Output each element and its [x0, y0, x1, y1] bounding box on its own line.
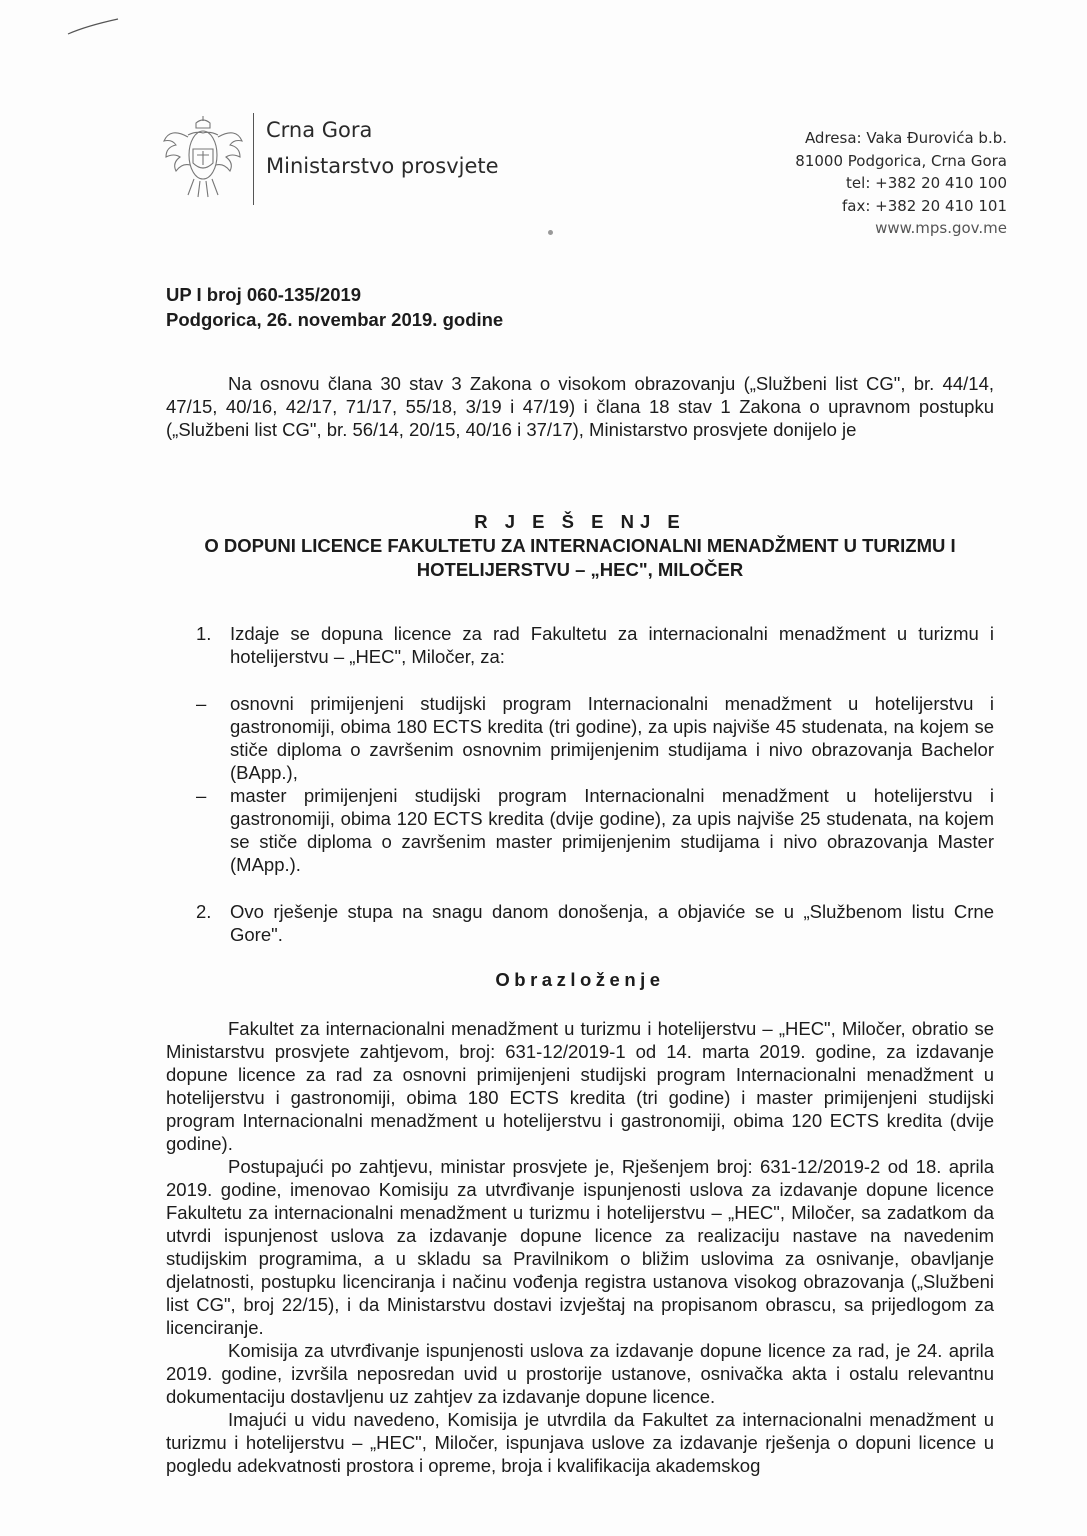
- pen-mark: [66, 16, 122, 38]
- decision-title-line-1: O DOPUNI LICENCE FAKULTETU ZA INTERNACIONALNI MENADŽMENT U TURIZMU I: [204, 535, 956, 556]
- dash-marker: –: [196, 693, 207, 714]
- reasoning-paragraph: Fakultet za internacionalni menadžment u turizmu i hotelijerstvu – „HEC", Miločer, obratio se Ministarstvu prosvjete zahtjevom, broj: 631-12/2019-1 od 14. marta 2019. godine, za izdavanje dopune licence za rad za osnovni primijenjeni studijski program Internacionalni menadžment u hotelijerstvu i gastronomiji, obima 180 ECTS kredita (tri godine) i master primijenjeni studijski program Internacionalni menadžment u hotelijerstvu i gastronomiji, obima 120 ECTS kredita (dvije godine).: [166, 1018, 994, 1154]
- coat-of-arms-emblem: [160, 115, 246, 201]
- item-marker: 2.: [196, 901, 212, 922]
- reasoning-paragraph: Komisija za utvrđivanje ispunjenosti uslova za izdavanje dopune licence za rad, je 24. aprila 2019. godine, izvršila neposredan uvid u prostorije ustanove, osnivačka akta i ostalu relevantnu dokumentaciju dostavljenu uz zahtjev za izdavanje dopune licence.: [166, 1340, 994, 1407]
- list-item: [196, 622, 994, 668]
- contact-address: [687, 127, 1007, 240]
- city-line: 81000 Podgorica, Crna Gora: [795, 151, 1007, 170]
- list-item: [196, 900, 994, 946]
- document-reference: [166, 282, 503, 332]
- item-text: master primijenjeni studijski program Internacionalni menadžment u hotelijerstvu i gastronomiji, obima 120 ECTS kredita (dvije godine), za upis najviše 25 studenata, na kojem se stiče diploma o završenim master primijenjenim studijama i nivo obrazovanja Master (MApp.).: [230, 785, 994, 875]
- decision-heading: R J E Š E NJ E: [474, 511, 686, 532]
- reasoning-heading: Obrazloženje: [495, 969, 665, 990]
- decision-item-2: [196, 900, 994, 946]
- phone-line: tel: +382 20 410 100: [846, 174, 1007, 192]
- website-line: www.mps.gov.me: [875, 219, 1007, 237]
- preamble-section: [166, 372, 994, 441]
- country-name: Crna Gora: [266, 118, 373, 142]
- reasoning-section: [166, 1017, 994, 1477]
- preamble-paragraph: Na osnovu člana 30 stav 3 Zakona o visokom obrazovanju („Službeni list CG", br. 44/14, 47/15, 40/16, 42/17, 71/17, 55/18, 3/19 i 47/19) i člana 18 stav 1 Zakona o upravnom postupku („Službeni list CG", br. 56/14, 20/15, 40/16 i 37/17), Ministarstvo prosvjete donijelo je: [166, 373, 994, 440]
- item-text: Ovo rješenje stupa na snagu danom donošenja, a objaviće se u „Službenom listu Crne Gore".: [230, 901, 994, 945]
- header-divider: [253, 113, 254, 205]
- list-item: [196, 784, 994, 876]
- reasoning-paragraph: Postupajući po zahtjevu, ministar prosvjete je, Rješenjem broj: 631-12/2019-2 od 18. aprila 2019. godine, imenovao Komisiju za utvrđivanje ispunjenosti uslova za izdavanje dopune licence Fakultetu za internacionalni menadžment u turizmu i hotelijerstvu – „HEC", Miločer, sa zadatkom da utvrdi ispunjenost uslova za izdavanje dopune licence za realizaciju nastave na navedenim studijskim programima, a u skladu sa Pravilnikom o bližim uslovima za osnivanje, obavljanje djelatnosti, postupku licenciranja i načinu vođenja registra ustanova visokog obrazovanja („Službeni list CG", broj 22/15), i da Ministarstvu dostavi izvještaj na propisanom obrascu, sa prijedlogom za licenciranje.: [166, 1156, 994, 1338]
- institution-name: [266, 112, 499, 184]
- decision-title-block: [166, 510, 994, 582]
- ministry-name: Ministarstvo prosvjete: [266, 154, 499, 178]
- scan-speck: [548, 230, 553, 235]
- item-text: Izdaje se dopuna licence za rad Fakultetu za internacionalni menadžment u turizmu i hotelijerstvu – „HEC", Miločer, za:: [230, 623, 994, 667]
- item-text: osnovni primijenjeni studijski program Internacionalni menadžment u hotelijerstvu i gastronomiji, obima 180 ECTS kredita (tri godine), za upis najviše 45 studenata, na kojem se stiče diploma o završenim osnovnim primijenjenim studijama i nivo obrazovanja Bachelor (BApp.),: [230, 693, 994, 783]
- reference-number: UP I broj 060-135/2019: [166, 284, 362, 305]
- decision-title-line-2: HOTELIJERSTVU – „HEC", MILOČER: [416, 559, 744, 580]
- place-and-date: Podgorica, 26. novembar 2019. godine: [166, 309, 504, 330]
- program-list: [196, 692, 994, 876]
- decision-items: [196, 622, 994, 668]
- list-item: [196, 692, 994, 784]
- dash-marker: –: [196, 785, 207, 806]
- fax-line: fax: +382 20 410 101: [841, 196, 1007, 215]
- address-line: Adresa: Vaka Đurovića b.b.: [804, 129, 1007, 147]
- item-marker: 1.: [196, 623, 212, 644]
- reasoning-paragraph: Imajući u vidu navedeno, Komisija je utvrdila da Fakultet za internacionalni menadžment u turizmu i hotelijerstvu – „HEC", Miločer, ispunjava uslove za izdavanje rješenja o dopuni licence u pogledu adekvatnosti prostora i opreme, broja i kvalifikacija akademskog: [166, 1409, 994, 1476]
